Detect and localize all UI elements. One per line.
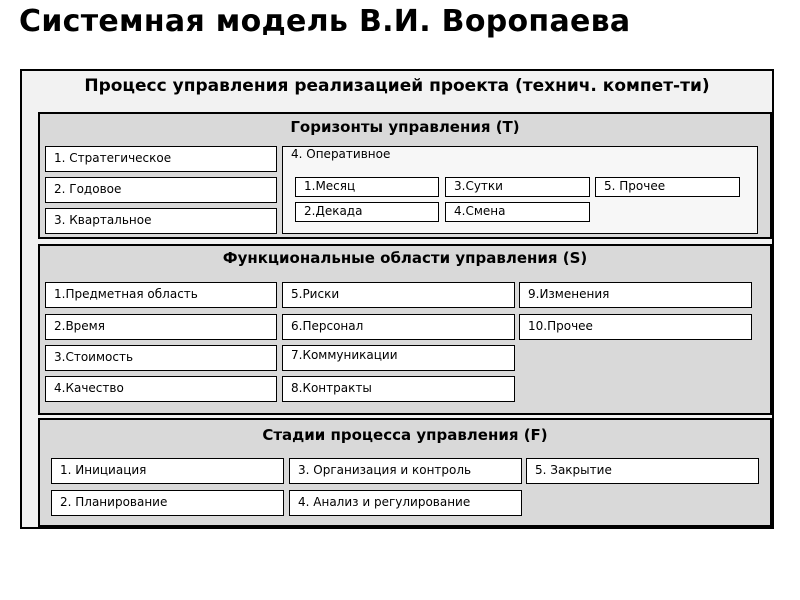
functional-item: 9.Изменения [519,282,752,308]
horizon-item: 1. Стратегическое [45,146,277,172]
functional-item: 1.Предметная область [45,282,277,308]
functional-item: 7.Коммуникации [282,345,515,371]
functional-item: 2.Время [45,314,277,340]
functional-item: 10.Прочее [519,314,752,340]
functional-item: 3.Стоимость [45,345,277,371]
operational-item: 1.Месяц [295,177,439,197]
horizons-panel [38,112,772,239]
operational-item: 5. Прочее [595,177,740,197]
stage-item: 2. Планирование [51,490,284,516]
horizon-item: 3. Квартальное [45,208,277,234]
operational-group [282,146,758,234]
operational-label: 4. Оперативное [291,147,391,161]
stage-item: 4. Анализ и регулирование [289,490,522,516]
functional-title: Функциональные области управления (S) [222,249,588,267]
operational-item: 4.Смена [445,202,590,222]
stages-panel [38,418,772,527]
slide-title: Системная модель В.И. Воропаева [19,4,631,39]
functional-panel [38,244,772,415]
operational-item: 2.Декада [295,202,439,222]
process-frame [20,69,774,529]
functional-item: 8.Контракты [282,376,515,402]
horizon-item: 2. Годовое [45,177,277,203]
stages-title: Стадии процесса управления (F) [262,426,548,444]
functional-item: 4.Качество [45,376,277,402]
stage-item: 3. Организация и контроль [289,458,522,484]
functional-item: 6.Персонал [282,314,515,340]
process-title: Процесс управления реализацией проекта (технич. компет-ти) [84,76,710,96]
horizons-title: Горизонты управления (T) [290,118,520,136]
functional-item: 5.Риски [282,282,515,308]
stage-item: 5. Закрытие [526,458,759,484]
operational-item: 3.Сутки [445,177,590,197]
stage-item: 1. Инициация [51,458,284,484]
